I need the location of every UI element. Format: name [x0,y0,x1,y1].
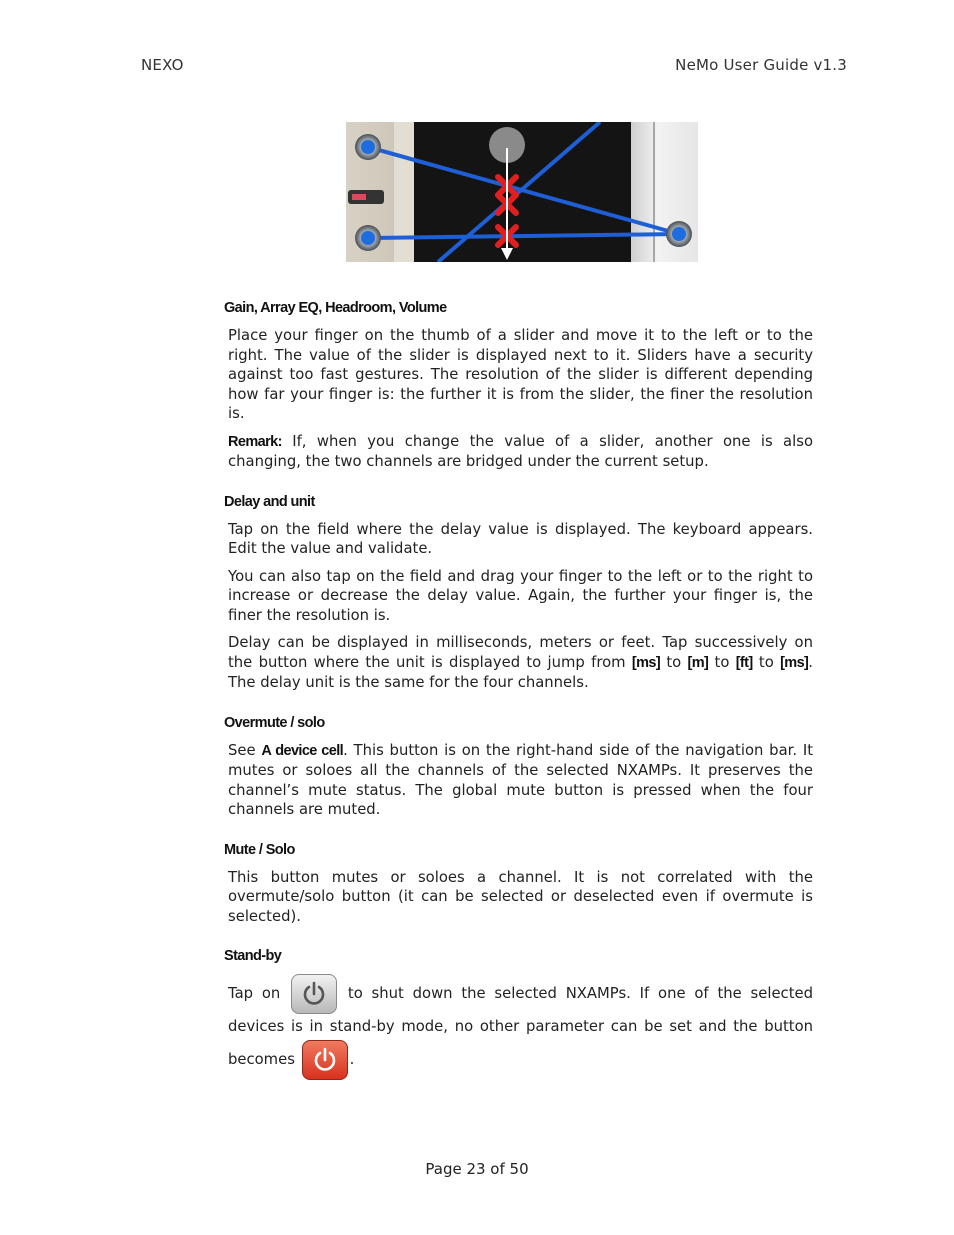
section-title: Delay and unit [224,493,315,510]
section-title: Mute / Solo [224,841,295,858]
paragraph: This button mutes or soloes a channel. It is not correlated with the overmute/solo button (it can be selected or deselected even if overmute is selected). [228,868,813,925]
text: Tap on [228,985,290,1002]
unit-ft: [ft] [735,654,753,671]
text: to shut down the selected NXAMPs. If one of the selected devices is in stand-by mode, no other parameter can be set and the button becomes [228,985,813,1068]
main-content [224,300,814,1102]
remark-paragraph [228,432,813,472]
section-mute [224,841,813,927]
text: . The delay unit is the same for the four channels. [228,653,813,691]
section-standby [224,948,813,1080]
text: See [228,741,262,759]
section-title: Stand-by [224,948,282,964]
unit-m: [m] [687,654,709,671]
section-title: Overmute / solo [224,714,325,731]
unit-paragraph [228,633,813,693]
text: to [708,653,736,671]
page-number: Page 23 of 50 [425,1160,529,1178]
paragraph: Place your finger on the thumb of a slider and move it to the left or to the right. The value of the slider is displayed next to it. Sliders have a security against too fast gestures. The resolution of the slider is different depending how far your finger is: the further it is from the slider, the finer the resolution is. [228,327,813,422]
standby-button[interactable] [291,974,337,1014]
patch-lines-illustration [346,122,698,262]
section-title: Gain, Array EQ, Headroom, Volume [224,300,447,316]
section-gain [224,300,813,472]
paragraph: You can also tap on the field and drag your finger to the left or to the right to increase or decrease the delay value. Again, the further your finger is, the finer the resolution is. [228,567,813,624]
section-delay [224,493,813,693]
paragraph [228,741,813,820]
header-brand: NEXO [141,56,184,74]
paragraph [228,974,813,1080]
text: to [660,653,688,671]
unit-ms: [ms] [631,654,661,671]
device-cell-link[interactable]: A device cell [261,742,344,759]
standby-button-active[interactable] [302,1040,348,1080]
unit-ms: [ms] [780,654,809,671]
remark-label: Remark: [228,433,282,450]
text: . This button is on the right-hand side of the navigation bar. It mutes or soloes all the channels of the selected NXAMPs. It preserves the channel’s mute status. The global mute button is pressed when the four channels are muted. [228,741,814,818]
power-icon [301,981,327,1007]
section-overmute [224,714,814,820]
paragraph: Tap on the field where the delay value is displayed. The keyboard appears. Edit the value and validate. [228,520,813,557]
text: Delay can be displayed in milliseconds, meters or feet. Tap successively on the button where the unit is displayed to jump from [228,634,813,671]
header-doc-title: NeMo User Guide v1.3 [675,56,847,74]
power-icon-red [312,1047,338,1073]
text: . [349,1051,355,1068]
remark-text: If, when you change the value of a slider, another one is also changing, the two channels are bridged under the current setup. [228,432,813,470]
patch-lines-figure [346,122,698,262]
text: to [752,653,781,671]
